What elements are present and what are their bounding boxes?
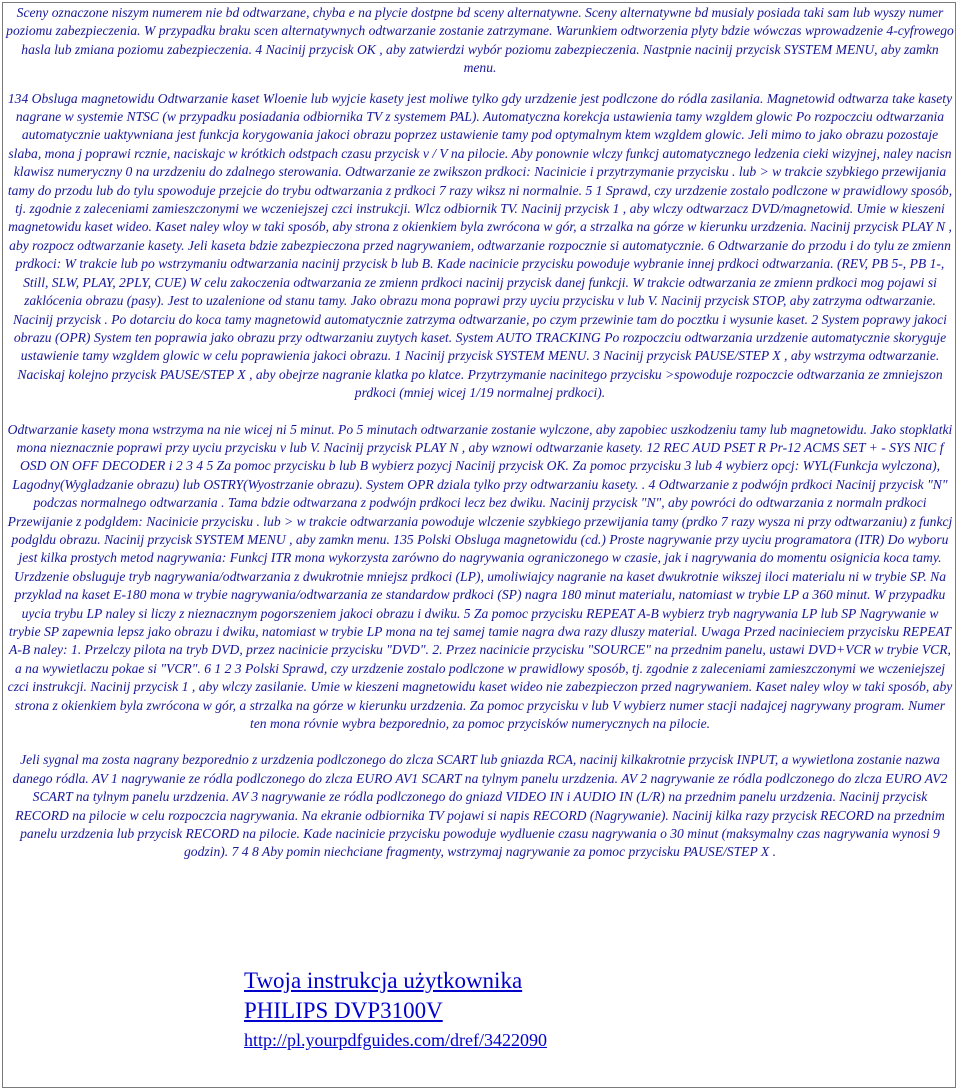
product-model-link[interactable]: PHILIPS DVP3100V: [244, 998, 443, 1023]
paragraph-vcr-recording: Odtwarzanie kasety mona wstrzyma na nie wicej ni 5 minut. Po 5 minutach odtwarzanie zostanie wylczone, aby zapobiec uszkodzeniu tamy lub magnetowidu. Jako stopklatki mona nieznacznie poprawi przy uyciu przycisku v lub V. Nacinij przycisk PLAY N , aby wznowi odtwarzanie kasety. 12 REC AUD PSET R Pr-12 ACMS SET + - SYS NIC f OSD ON OFF DECODER i 2 3 4 5 Za pomoc przycisku b lub B wybierz pozycj Nacinij przycisk OK. Za pomoc przycisku 3 lub 4 wybierz opcj: WYL(Funkcja wylczona), Lagodny(Wygladzanie obrazu) lub OSTRY(Wyostrzanie obrazu). System OPR dziala tylko przy odtwarzaniu kasety. . 4 Odtwarzanie z podwójn prdkoci Nacinij przycisk "N" podczas normalnego odtwarzania . Tama bdzie odtwarzana z podwójn prdkoci lecz bez dwiku. Nacinij przycisk "N", aby powróci do odtwarzania z normaln prdkoci Przewijanie z podgldem: Nacinicie przycisku . lub > w trakcie odtwarzania powoduje wlczenie szybkiego przewijania tamy (prdko 7 razy wysza ni przy odtwarzaniu) z funkcj podgldu obrazu. Nacinij przycisk SYSTEM MENU , aby zamkn menu. 135 Polski Obsluga magnetowidu (cd.) Proste nagrywanie przy uyciu programatora (ITR) Do wyboru jest kilka prostych metod nagrywania: Funkcj ITR mona wykorzysta zarówno do nagrywania ograniczonego w czasie, jak i nagrywania do momentu osignicia koca tamy. Urzdzenie obsluguje tryb nagrywania/odtwarzania z dwukrotnie mniejsz prdkoci (LP), umoliwiajcy nagranie na kaset dwukrotnie wikszej iloci materialu ni w trybie SP. Na przyklad na kaset E-180 mona w trybie nagrywania/odtwarzania ze standardow prdkoci (SP) nagra 180 minut materialu, natomiast w trybie LP a 360 minut. W przypadku uycia trybu LP naley si liczy z nieznacznym pogorszeniem jakoci obrazu i dwiku. 5 Za pomoc przycisku REPEAT A-B wybierz tryb nagrywania LP lub SP Nagrywanie w trybie SP zapewnia lepsz jako obrazu i dwiku, natomiast w trybie LP mona na tej samej tamie nagra dwa razy dluszy material. Uwaga Przed nacinieciem przycisku REPEAT A-B naley: 1. Przelczy pilota na tryb DVD, przez nacinicie przycisku "DVD". 2. Przez nacinicie przycisku "SOURCE" na przednim panelu, ustawi DVD+VCR w trybie VCR, a na wywietlaczu pokae si "VCR". 6 1 2 3 Polski Sprawd, czy urzdzenie zostalo podlczone w prawidlowy sposób, tj. zgodnie z zaleceniami zamieszczonymi we wczeniejszej czci instrukcji. Nacinij przycisk 1 , aby wlczy zasilanie. Umie w kieszeni magnetowidu kaset wideo nie zabezpieczon przed nagrywaniem. Kaset naley wloy w taki sposób, aby strona z okienkiem byla zwrócona w gór, a strzalka na górze w kierunku urzdzenia. Za pomoc przycisku v lub V wybierz numer stacji nadajcej nagrywany program. Numer ten mona róvnie wybra bezporednio, za pomoc przycisków numerycznych na pilocie.: [7, 421, 953, 732]
footer-links: [244, 966, 664, 1052]
paragraph-parental-control: Sceny oznaczone niszym numerem nie bd odtwarzane, chyba e na plycie dostpne bd sceny alternatywne. Sceny alternatywne bd musialy posiada taki sam lub wyszy numer poziomu zabezpieczenia. W przypadku braku scen alternatywnych odtwarzanie zostanie zatrzymane. Warunkiem odtworzenia plyty bdzie wówczas wprowadzenie 4-cyfrowego hasla lub zmiana poziomu zabezpieczenia. 4 Nacinij przycisk OK , aby zatwierdzi wybór poziomu zabezpieczenia. Nastpnie nacinij przycisk SYSTEM MENU, aby zamkn menu.: [6, 5, 954, 76]
paragraph-gap: [4, 733, 956, 751]
paragraph-gap: [4, 403, 956, 421]
manual-title-link[interactable]: Twoja instrukcja użytkownika: [244, 968, 523, 993]
paragraph-input-sources: Jeli sygnal ma zosta nagrany bezporednio z urzdzenia podlczonego do zlcza SCART lub gniazda RCA, nacinij kilkakrotnie przycisk INPUT, a wywietlona zostanie nazwa danego ródla. AV 1 nagrywanie ze ródla podlczonego do zlcza EURO AV1 SCART na tylnym panelu urzdzenia. AV 2 nagrywanie ze ródla podlczonego do zlcza EURO AV2 SCART na tylnym panelu urzdzenia. AV 3 nagrywanie ze ródla podlczonego do gniazd VIDEO IN i AUDIO IN (L/R) na przednim panelu urzdzenia. Nacinij przycisk RECORD na pilocie w celu rozpoczcia nagrywania. Na ekranie odbiornika TV pojawi si napis RECORD (Nagrywanie). Nacinij kilka razy przycisk RECORD na przednim panelu urzdzenia lub przycisk RECORD na pilocie. Kade nacinicie przycisku powoduje wydluenie czasu nagrywania o 30 minut (maksymalny czas nagrywania wynosi 9 godzin). 7 4 8 Aby pomin niechciane fragmenty, wstrzymaj nagrywanie za pomoc przycisku PAUSE/STEP X .: [12, 752, 948, 860]
manual-text: [4, 4, 956, 862]
paragraph-vcr-playback: 134 Obsluga magnetowidu Odtwarzanie kaset Wloenie lub wyjcie kasety jest moliwe tylko gdy urzdzenie jest podlczone do ródla zasilania. Magnetowid odtwarza take kasety nagrane w systemie NTSC (w przypadku posiadania odbiornika TV z systemem PAL). Automatyczna korekcja ustawienia tamy wzgldem glowic Po rozpoczciu odtwarzania automatycznie uaktywniana jest funkcja korygowania jakoci obrazu poprzez ustawienie tamy pod optymalnym ktem wzgldem glowic. Jeli mimo to jako obrazu pozostaje slaba, mona j poprawi rcznie, naciskajc w krótkich odstpach czasu przycisk v / V na pilocie. Aby ponownie wlczy funkcj automatycznego ledzenia cieki wizyjnej, naley nacisn klawisz numeryczny 0 na urzdzeniu do zdalnego sterowania. Odtwarzanie ze zwikszon prdkoci: Nacinicie i przytrzymanie przycisku . lub > w trakcie szybkiego przewijania tamy do przodu lub do tylu spowoduje przejcie do trybu odtwarzania z prdkoci 7 razy wiksz ni normalnie. 5 1 Sprawd, czy urzdzenie zostalo podlczone w prawidlowy sposób, tj. zgodnie z zaleceniami zamieszczonymi we wczeniejszej czci instrukcji. Wlcz odbiornik TV. Nacinij przycisk 1 , aby wlczy odtwarzacz DVD/magnetowid. Umie w kieszeni magnetowidu kaset wideo. Kaset naley wloy w taki sposób, aby strona z okienkiem byla zwrócona w gór, a strzalka na górze w kierunku urzdzenia. Nacinij przycisk PLAY N , aby rozpocz odtwarzanie kasety. Jeli kaseta bdzie zabezpieczona przed nagrywaniem, odtwarzanie rozpocznie si automatycznie. 6 Odtwarzanie do przodu i do tylu ze zmienn prdkoci: W trakcie lub po wstrzymaniu odtwarzania nacinij przycisk b lub B. Kade nacinicie przycisku powoduje wybranie innej prdkoci odtwarzania. (REV, PB 5-, PB 1-, Still, SLW, PLAY, 2PLY, CUE) W celu zakoczenia odtwarzania ze zmienn prdkoci nacinij przycisk danej funkcji. W trakcie odtwarzania ze zmienn prdkoci mog pojawi si zaklócenia obrazu (pasy). Jest to uzalenione od stanu tamy. Jako obrazu mona poprawi przy uyciu przycisku v lub V. Nacinij przycisk STOP, aby zatrzyma odtwarzanie. Nacinij przycisk . Po dotarciu do koca tamy magnetowid automatycznie zatrzyma odtwarzanie, po czym przewinie tam do pocztku i wysunie kaset. 2 System poprawy jakoci obrazu (OPR) System ten poprawia jako obrazu przy odtwarzaniu zuytych kaset. System AUTO TRACKING Po rozpoczciu odtwarzania urzdzenie automatycznie skoryguje ustawienie tamy wzgldem glowic w celu poprawienia jakoci obrazu. 1 Nacinij przycisk SYSTEM MENU. 3 Nacinij przycisk PAUSE/STEP X , aby wstrzyma odtwarzanie. Naciskaj kolejno przycisk PAUSE/STEP X , aby obejrze nagranie klatka po klatce. Przytrzymanie nacinitego przycisku >spowoduje rozpoczcie odtwarzania ze zmniejszon prdkoci (mniej wicej 1/19 normalnej prdkoci).: [7, 90, 953, 401]
paragraph-gap: [4, 78, 956, 90]
source-url-link[interactable]: http://pl.yourpdfguides.com/dref/3422090: [244, 1030, 547, 1050]
